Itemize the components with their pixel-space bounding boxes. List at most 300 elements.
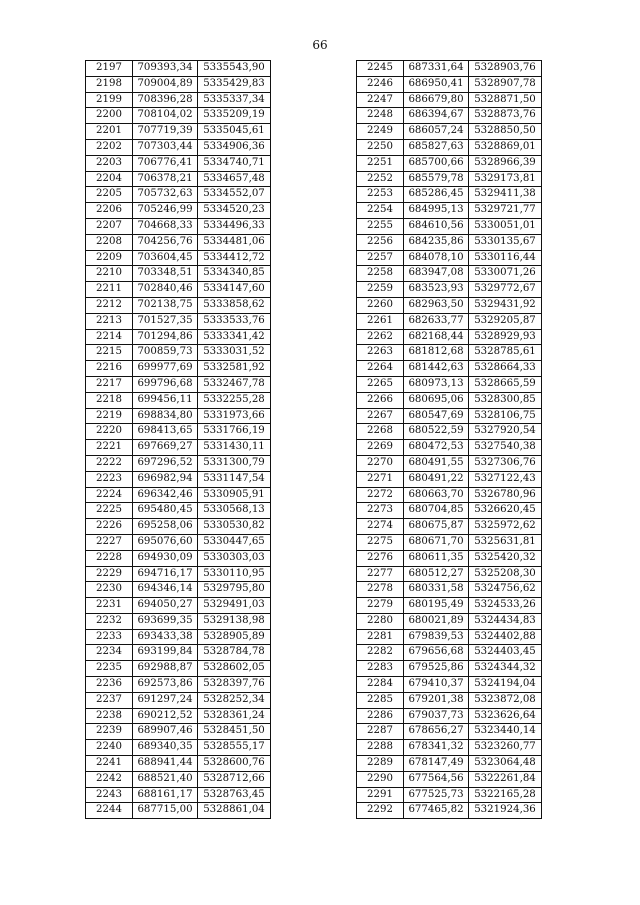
x-coordinate-cell: 705246,99: [133, 203, 198, 219]
table-row: [86, 645, 271, 661]
x-coordinate-cell: 683523,93: [404, 282, 469, 298]
point-number-cell: 2241: [86, 756, 133, 772]
x-coordinate-cell: 703348,51: [133, 266, 198, 282]
y-coordinate-cell: 5325208,30: [469, 566, 542, 582]
table-row: [357, 313, 542, 329]
table-row: [357, 598, 542, 614]
table-row: [86, 503, 271, 519]
y-coordinate-cell: 5334147,60: [198, 282, 271, 298]
point-number-cell: 2224: [86, 487, 133, 503]
point-number-cell: 2289: [357, 756, 404, 772]
point-number-cell: 2285: [357, 692, 404, 708]
x-coordinate-cell: 677564,56: [404, 771, 469, 787]
x-coordinate-cell: 679410,37: [404, 677, 469, 693]
point-number-cell: 2215: [86, 345, 133, 361]
table-row: [357, 392, 542, 408]
table-row: [86, 487, 271, 503]
table-row: [357, 487, 542, 503]
point-number-cell: 2205: [86, 187, 133, 203]
point-number-cell: 2259: [357, 282, 404, 298]
table-row: [357, 329, 542, 345]
point-number-cell: 2270: [357, 455, 404, 471]
table-row: [86, 566, 271, 582]
y-coordinate-cell: 5324756,62: [469, 582, 542, 598]
x-coordinate-cell: 694346,14: [133, 582, 198, 598]
x-coordinate-cell: 697296,52: [133, 455, 198, 471]
x-coordinate-cell: 707719,39: [133, 124, 198, 140]
x-coordinate-cell: 701294,86: [133, 329, 198, 345]
x-coordinate-cell: 678147,49: [404, 756, 469, 772]
point-number-cell: 2226: [86, 519, 133, 535]
x-coordinate-cell: 687715,00: [133, 803, 198, 819]
point-number-cell: 2233: [86, 629, 133, 645]
point-number-cell: 2278: [357, 582, 404, 598]
table-row: [86, 756, 271, 772]
point-number-cell: 2230: [86, 582, 133, 598]
table-row: [86, 297, 271, 313]
y-coordinate-cell: 5328966,39: [469, 155, 542, 171]
table-row: [86, 534, 271, 550]
table-row: [357, 424, 542, 440]
y-coordinate-cell: 5328555,17: [198, 740, 271, 756]
x-coordinate-cell: 709393,34: [133, 61, 198, 77]
point-number-cell: 2263: [357, 345, 404, 361]
table-row: [357, 534, 542, 550]
table-row: [357, 550, 542, 566]
point-number-cell: 2286: [357, 708, 404, 724]
y-coordinate-cell: 5329772,67: [469, 282, 542, 298]
point-number-cell: 2246: [357, 76, 404, 92]
point-number-cell: 2219: [86, 408, 133, 424]
table-row: [86, 613, 271, 629]
y-coordinate-cell: 5330051,01: [469, 218, 542, 234]
table-row: [86, 218, 271, 234]
x-coordinate-cell: 685700,66: [404, 155, 469, 171]
table-row: [357, 582, 542, 598]
y-coordinate-cell: 5334496,33: [198, 218, 271, 234]
table-row: [357, 661, 542, 677]
point-number-cell: 2277: [357, 566, 404, 582]
table-row: [86, 629, 271, 645]
point-number-cell: 2211: [86, 282, 133, 298]
table-row: [86, 361, 271, 377]
table-row: [86, 234, 271, 250]
point-number-cell: 2257: [357, 250, 404, 266]
x-coordinate-cell: 680331,58: [404, 582, 469, 598]
table-row: [86, 582, 271, 598]
y-coordinate-cell: 5322165,28: [469, 787, 542, 803]
point-number-cell: 2282: [357, 645, 404, 661]
x-coordinate-cell: 679201,38: [404, 692, 469, 708]
table-row: [86, 803, 271, 819]
x-coordinate-cell: 684610,56: [404, 218, 469, 234]
y-coordinate-cell: 5328850,50: [469, 124, 542, 140]
point-number-cell: 2240: [86, 740, 133, 756]
x-coordinate-cell: 685286,45: [404, 187, 469, 203]
point-number-cell: 2253: [357, 187, 404, 203]
table-row: [357, 297, 542, 313]
point-number-cell: 2254: [357, 203, 404, 219]
table-row: [86, 392, 271, 408]
point-number-cell: 2207: [86, 218, 133, 234]
y-coordinate-cell: 5326780,96: [469, 487, 542, 503]
y-coordinate-cell: 5323260,77: [469, 740, 542, 756]
y-coordinate-cell: 5328871,50: [469, 92, 542, 108]
x-coordinate-cell: 680547,69: [404, 408, 469, 424]
table-row: [86, 771, 271, 787]
table-row: [357, 155, 542, 171]
table-row: [86, 740, 271, 756]
y-coordinate-cell: 5330071,26: [469, 266, 542, 282]
table-row: [86, 313, 271, 329]
y-coordinate-cell: 5329795,80: [198, 582, 271, 598]
x-coordinate-cell: 699796,68: [133, 376, 198, 392]
point-number-cell: 2197: [86, 61, 133, 77]
y-coordinate-cell: 5334657,48: [198, 171, 271, 187]
x-coordinate-cell: 680021,89: [404, 613, 469, 629]
table-row: [357, 124, 542, 140]
table-row: [86, 187, 271, 203]
table-row: [86, 408, 271, 424]
table-row: [86, 471, 271, 487]
y-coordinate-cell: 5335429,83: [198, 76, 271, 92]
y-coordinate-cell: 5331430,11: [198, 440, 271, 456]
y-coordinate-cell: 5329431,92: [469, 297, 542, 313]
x-coordinate-cell: 704256,76: [133, 234, 198, 250]
x-coordinate-cell: 699456,11: [133, 392, 198, 408]
table-row: [86, 345, 271, 361]
table-row: [86, 661, 271, 677]
x-coordinate-cell: 703604,45: [133, 250, 198, 266]
table-row: [357, 803, 542, 819]
y-coordinate-cell: 5331973,66: [198, 408, 271, 424]
point-number-cell: 2229: [86, 566, 133, 582]
y-coordinate-cell: 5325631,81: [469, 534, 542, 550]
point-number-cell: 2292: [357, 803, 404, 819]
point-number-cell: 2222: [86, 455, 133, 471]
y-coordinate-cell: 5334520,23: [198, 203, 271, 219]
point-number-cell: 2198: [86, 76, 133, 92]
y-coordinate-cell: 5332467,78: [198, 376, 271, 392]
y-coordinate-cell: 5335543,90: [198, 61, 271, 77]
table-row: [357, 771, 542, 787]
x-coordinate-cell: 680973,13: [404, 376, 469, 392]
table-row: [86, 250, 271, 266]
table-row: [86, 124, 271, 140]
point-number-cell: 2275: [357, 534, 404, 550]
table-row: [357, 139, 542, 155]
x-coordinate-cell: 701527,35: [133, 313, 198, 329]
point-number-cell: 2249: [357, 124, 404, 140]
x-coordinate-cell: 693699,35: [133, 613, 198, 629]
y-coordinate-cell: 5331147,54: [198, 471, 271, 487]
point-number-cell: 2268: [357, 424, 404, 440]
table-row: [357, 218, 542, 234]
y-coordinate-cell: 5328873,76: [469, 108, 542, 124]
y-coordinate-cell: 5328929,93: [469, 329, 542, 345]
table-row: [357, 787, 542, 803]
x-coordinate-cell: 687331,64: [404, 61, 469, 77]
y-coordinate-cell: 5328905,89: [198, 629, 271, 645]
table-row: [357, 61, 542, 77]
table-row: [86, 171, 271, 187]
y-coordinate-cell: 5335337,34: [198, 92, 271, 108]
table-row: [86, 598, 271, 614]
point-number-cell: 2210: [86, 266, 133, 282]
table-row: [86, 424, 271, 440]
point-number-cell: 2236: [86, 677, 133, 693]
point-number-cell: 2199: [86, 92, 133, 108]
x-coordinate-cell: 680491,55: [404, 455, 469, 471]
y-coordinate-cell: 5328106,75: [469, 408, 542, 424]
x-coordinate-cell: 680472,53: [404, 440, 469, 456]
y-coordinate-cell: 5330905,91: [198, 487, 271, 503]
point-number-cell: 2242: [86, 771, 133, 787]
y-coordinate-cell: 5328861,04: [198, 803, 271, 819]
point-number-cell: 2225: [86, 503, 133, 519]
x-coordinate-cell: 682963,50: [404, 297, 469, 313]
point-number-cell: 2248: [357, 108, 404, 124]
y-coordinate-cell: 5328397,76: [198, 677, 271, 693]
y-coordinate-cell: 5323064,48: [469, 756, 542, 772]
x-coordinate-cell: 696342,46: [133, 487, 198, 503]
point-number-cell: 2238: [86, 708, 133, 724]
x-coordinate-cell: 686057,24: [404, 124, 469, 140]
x-coordinate-cell: 705732,63: [133, 187, 198, 203]
y-coordinate-cell: 5322261,84: [469, 771, 542, 787]
table-row: [357, 613, 542, 629]
x-coordinate-cell: 678656,27: [404, 724, 469, 740]
y-coordinate-cell: 5328361,24: [198, 708, 271, 724]
point-number-cell: 2209: [86, 250, 133, 266]
x-coordinate-cell: 709004,89: [133, 76, 198, 92]
table-row: [86, 266, 271, 282]
point-number-cell: 2290: [357, 771, 404, 787]
y-coordinate-cell: 5329721,77: [469, 203, 542, 219]
point-number-cell: 2234: [86, 645, 133, 661]
x-coordinate-cell: 680491,22: [404, 471, 469, 487]
x-coordinate-cell: 684995,13: [404, 203, 469, 219]
x-coordinate-cell: 686394,67: [404, 108, 469, 124]
table-row: [357, 408, 542, 424]
y-coordinate-cell: 5324194,04: [469, 677, 542, 693]
point-number-cell: 2279: [357, 598, 404, 614]
x-coordinate-cell: 695258,06: [133, 519, 198, 535]
point-number-cell: 2280: [357, 613, 404, 629]
table-row: [86, 76, 271, 92]
point-number-cell: 2247: [357, 92, 404, 108]
x-coordinate-cell: 706776,41: [133, 155, 198, 171]
y-coordinate-cell: 5329491,03: [198, 598, 271, 614]
y-coordinate-cell: 5328664,33: [469, 361, 542, 377]
point-number-cell: 2274: [357, 519, 404, 535]
x-coordinate-cell: 702840,46: [133, 282, 198, 298]
table-row: [357, 361, 542, 377]
point-number-cell: 2261: [357, 313, 404, 329]
y-coordinate-cell: 5328600,76: [198, 756, 271, 772]
y-coordinate-cell: 5328907,78: [469, 76, 542, 92]
y-coordinate-cell: 5333533,76: [198, 313, 271, 329]
point-number-cell: 2283: [357, 661, 404, 677]
y-coordinate-cell: 5324402,88: [469, 629, 542, 645]
point-number-cell: 2264: [357, 361, 404, 377]
y-coordinate-cell: 5327122,43: [469, 471, 542, 487]
table-row: [357, 171, 542, 187]
y-coordinate-cell: 5329411,38: [469, 187, 542, 203]
x-coordinate-cell: 689907,46: [133, 724, 198, 740]
y-coordinate-cell: 5327540,38: [469, 440, 542, 456]
x-coordinate-cell: 680671,70: [404, 534, 469, 550]
x-coordinate-cell: 702138,75: [133, 297, 198, 313]
page-number: 66: [312, 38, 328, 52]
point-number-cell: 2267: [357, 408, 404, 424]
table-row: [86, 787, 271, 803]
point-number-cell: 2212: [86, 297, 133, 313]
table-row: [357, 724, 542, 740]
y-coordinate-cell: 5332255,28: [198, 392, 271, 408]
table-row: [357, 282, 542, 298]
x-coordinate-cell: 694930,09: [133, 550, 198, 566]
point-number-cell: 2287: [357, 724, 404, 740]
x-coordinate-cell: 680704,85: [404, 503, 469, 519]
y-coordinate-cell: 5328712,66: [198, 771, 271, 787]
y-coordinate-cell: 5331300,79: [198, 455, 271, 471]
y-coordinate-cell: 5330135,67: [469, 234, 542, 250]
x-coordinate-cell: 688161,17: [133, 787, 198, 803]
point-number-cell: 2291: [357, 787, 404, 803]
table-row: [86, 677, 271, 693]
point-number-cell: 2202: [86, 139, 133, 155]
x-coordinate-cell: 698413,65: [133, 424, 198, 440]
x-coordinate-cell: 688521,40: [133, 771, 198, 787]
x-coordinate-cell: 699977,69: [133, 361, 198, 377]
x-coordinate-cell: 694050,27: [133, 598, 198, 614]
table-row: [86, 376, 271, 392]
table-row: [86, 203, 271, 219]
y-coordinate-cell: 5330568,13: [198, 503, 271, 519]
y-coordinate-cell: 5328869,01: [469, 139, 542, 155]
x-coordinate-cell: 692573,86: [133, 677, 198, 693]
y-coordinate-cell: 5331766,19: [198, 424, 271, 440]
x-coordinate-cell: 697669,27: [133, 440, 198, 456]
table-row: [357, 203, 542, 219]
y-coordinate-cell: 5333341,42: [198, 329, 271, 345]
point-number-cell: 2244: [86, 803, 133, 819]
point-number-cell: 2288: [357, 740, 404, 756]
point-number-cell: 2250: [357, 139, 404, 155]
point-number-cell: 2266: [357, 392, 404, 408]
y-coordinate-cell: 5330110,95: [198, 566, 271, 582]
y-coordinate-cell: 5334740,71: [198, 155, 271, 171]
y-coordinate-cell: 5325420,32: [469, 550, 542, 566]
table-row: [357, 503, 542, 519]
x-coordinate-cell: 685827,63: [404, 139, 469, 155]
point-number-cell: 2232: [86, 613, 133, 629]
point-number-cell: 2265: [357, 376, 404, 392]
x-coordinate-cell: 680611,35: [404, 550, 469, 566]
y-coordinate-cell: 5334552,07: [198, 187, 271, 203]
y-coordinate-cell: 5330530,82: [198, 519, 271, 535]
point-number-cell: 2235: [86, 661, 133, 677]
y-coordinate-cell: 5329138,98: [198, 613, 271, 629]
x-coordinate-cell: 695480,45: [133, 503, 198, 519]
x-coordinate-cell: 698834,80: [133, 408, 198, 424]
y-coordinate-cell: 5328763,45: [198, 787, 271, 803]
x-coordinate-cell: 677465,82: [404, 803, 469, 819]
y-coordinate-cell: 5328300,85: [469, 392, 542, 408]
table-row: [86, 139, 271, 155]
x-coordinate-cell: 677525,73: [404, 787, 469, 803]
point-number-cell: 2243: [86, 787, 133, 803]
table-row: [86, 61, 271, 77]
point-number-cell: 2262: [357, 329, 404, 345]
x-coordinate-cell: 688941,44: [133, 756, 198, 772]
y-coordinate-cell: 5335045,61: [198, 124, 271, 140]
table-row: [86, 282, 271, 298]
table-row: [357, 250, 542, 266]
x-coordinate-cell: 685579,78: [404, 171, 469, 187]
point-number-cell: 2201: [86, 124, 133, 140]
point-number-cell: 2203: [86, 155, 133, 171]
x-coordinate-cell: 700859,73: [133, 345, 198, 361]
point-number-cell: 2218: [86, 392, 133, 408]
table-row: [357, 629, 542, 645]
y-coordinate-cell: 5324403,45: [469, 645, 542, 661]
x-coordinate-cell: 696982,94: [133, 471, 198, 487]
x-coordinate-cell: 690212,52: [133, 708, 198, 724]
point-number-cell: 2256: [357, 234, 404, 250]
x-coordinate-cell: 684235,86: [404, 234, 469, 250]
x-coordinate-cell: 679839,53: [404, 629, 469, 645]
y-coordinate-cell: 5328665,59: [469, 376, 542, 392]
x-coordinate-cell: 681442,63: [404, 361, 469, 377]
table-row: [357, 92, 542, 108]
x-coordinate-cell: 683947,08: [404, 266, 469, 282]
table-row: [357, 108, 542, 124]
y-coordinate-cell: 5330447,65: [198, 534, 271, 550]
point-number-cell: 2245: [357, 61, 404, 77]
y-coordinate-cell: 5327920,54: [469, 424, 542, 440]
point-number-cell: 2206: [86, 203, 133, 219]
y-coordinate-cell: 5332581,92: [198, 361, 271, 377]
y-coordinate-cell: 5334340,85: [198, 266, 271, 282]
y-coordinate-cell: 5324344,32: [469, 661, 542, 677]
x-coordinate-cell: 682633,77: [404, 313, 469, 329]
point-number-cell: 2204: [86, 171, 133, 187]
point-number-cell: 2216: [86, 361, 133, 377]
point-number-cell: 2273: [357, 503, 404, 519]
table-row: [86, 329, 271, 345]
x-coordinate-cell: 704668,33: [133, 218, 198, 234]
point-number-cell: 2269: [357, 440, 404, 456]
x-coordinate-cell: 708104,02: [133, 108, 198, 124]
point-number-cell: 2284: [357, 677, 404, 693]
point-number-cell: 2258: [357, 266, 404, 282]
y-coordinate-cell: 5324533,26: [469, 598, 542, 614]
table-row: [357, 756, 542, 772]
x-coordinate-cell: 680522,59: [404, 424, 469, 440]
point-number-cell: 2200: [86, 108, 133, 124]
y-coordinate-cell: 5335209,19: [198, 108, 271, 124]
y-coordinate-cell: 5333031,52: [198, 345, 271, 361]
x-coordinate-cell: 680195,49: [404, 598, 469, 614]
y-coordinate-cell: 5328784,78: [198, 645, 271, 661]
x-coordinate-cell: 680675,87: [404, 519, 469, 535]
y-coordinate-cell: 5323440,14: [469, 724, 542, 740]
table-row: [86, 708, 271, 724]
point-number-cell: 2272: [357, 487, 404, 503]
table-row: [357, 440, 542, 456]
